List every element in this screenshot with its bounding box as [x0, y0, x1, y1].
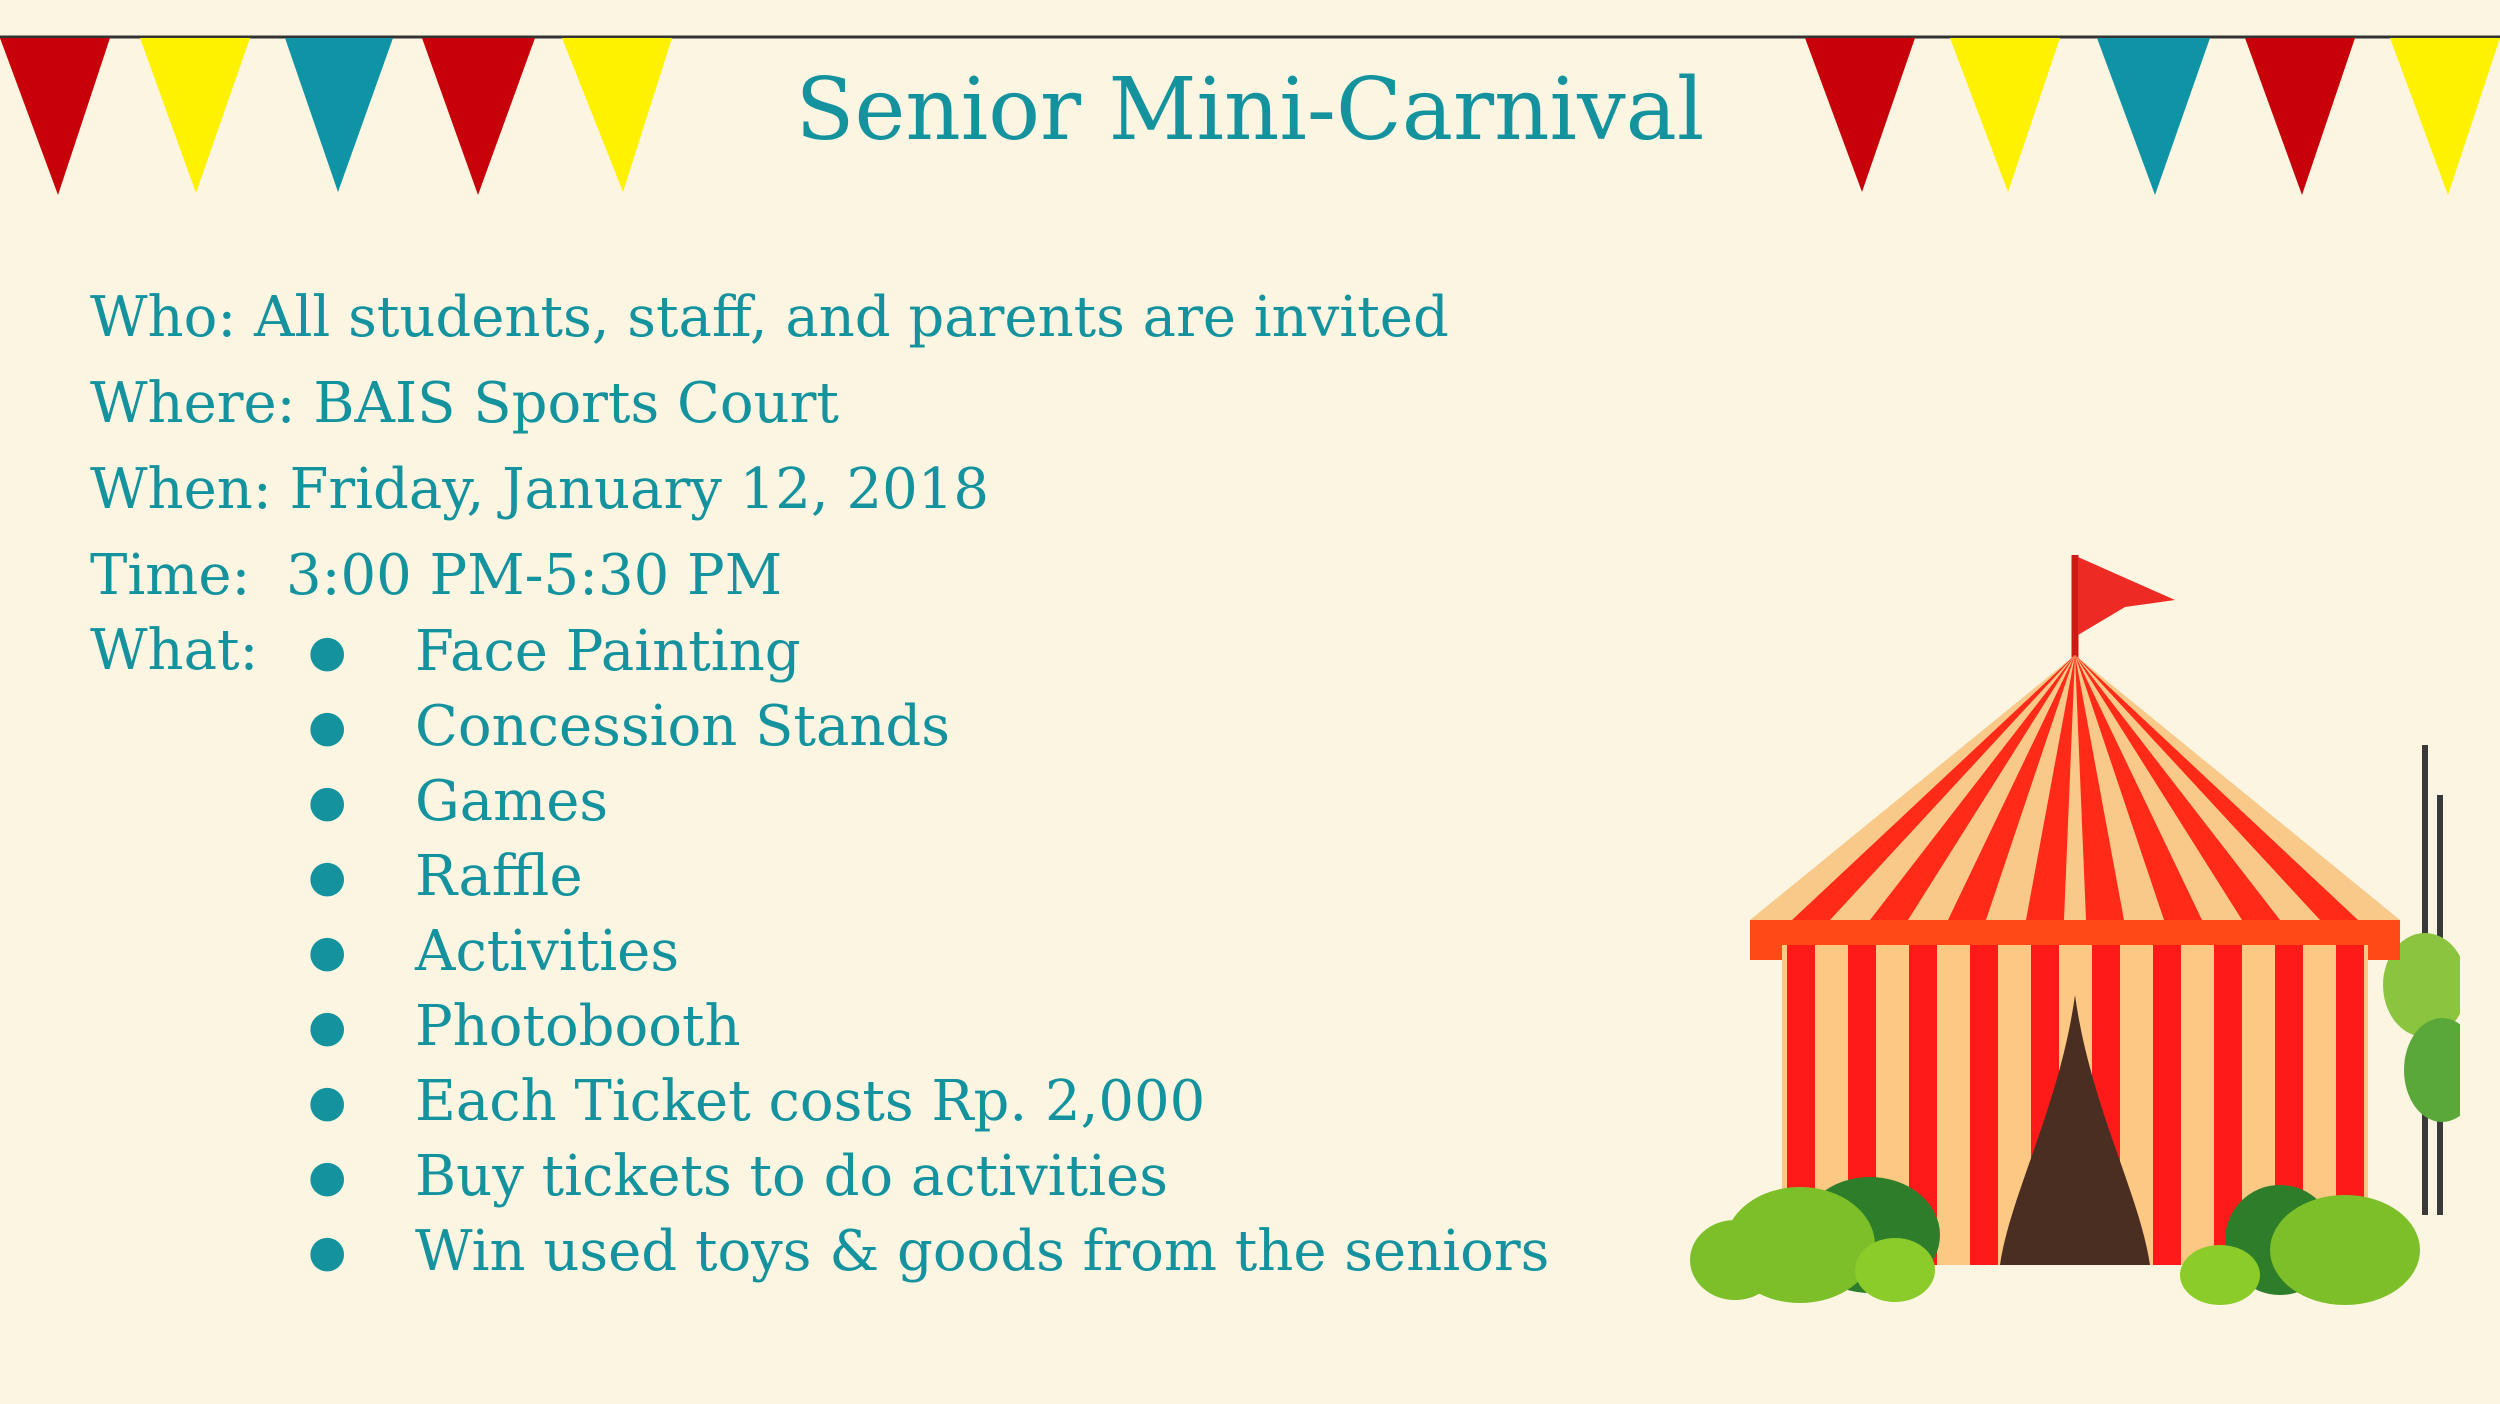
tent-roof — [1750, 655, 2400, 920]
bullet-icon: ● — [308, 851, 347, 902]
what-label: What: — [90, 618, 259, 683]
detail-time: Time: 3:00 PM-5:30 PM — [90, 543, 783, 608]
bullet-icon: ● — [308, 926, 347, 977]
circus-tent-icon — [1680, 545, 2460, 1305]
tent-flag-icon — [2075, 555, 2175, 660]
detail-when: When: Friday, January 12, 2018 — [90, 457, 990, 522]
bullet-icon: ● — [308, 776, 347, 827]
bullet-icon: ● — [308, 1151, 347, 1202]
list-item: ● Buy tickets to do activities — [300, 1143, 1549, 1218]
activity-list — [300, 618, 1549, 1293]
list-item: ● Win used toys & goods from the seniors — [300, 1218, 1549, 1293]
bullet-icon: ● — [308, 626, 347, 677]
list-item: ● Concession Stands — [300, 693, 1549, 768]
list-item: ● Activities — [300, 918, 1549, 993]
bullet-icon: ● — [308, 1001, 347, 1052]
list-item: ● Raffle — [300, 843, 1549, 918]
tree-icon — [2383, 745, 2460, 1215]
list-item: ● Games — [300, 768, 1549, 843]
bullet-icon: ● — [308, 1226, 347, 1277]
detail-who: Who: All students, staff, and parents are invited — [90, 285, 1449, 350]
detail-where: Where: BAIS Sports Court — [90, 371, 839, 436]
bullet-icon: ● — [308, 701, 347, 752]
list-item: ● Face Painting — [300, 618, 1549, 693]
list-item: ● Each Ticket costs Rp. 2,000 — [300, 1068, 1549, 1143]
event-details — [90, 275, 1449, 619]
page-title: Senior Mini-Carnival — [795, 60, 1705, 160]
bullet-icon: ● — [308, 1076, 347, 1127]
list-item: ● Photobooth — [300, 993, 1549, 1068]
